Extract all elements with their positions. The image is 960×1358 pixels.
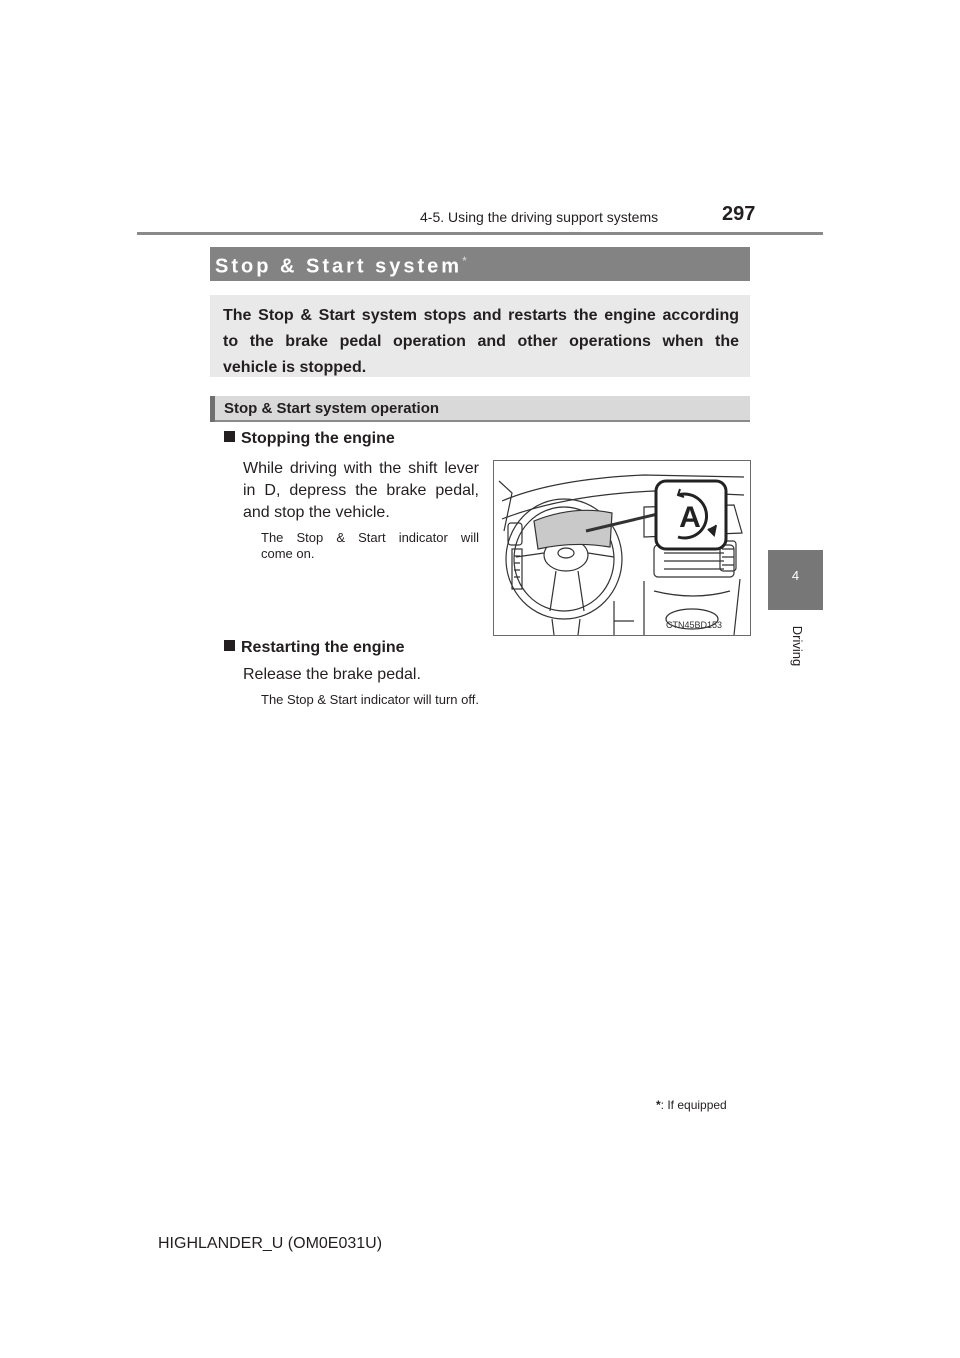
square-bullet-icon [224,431,235,442]
page-title [215,254,470,279]
restarting-note: The Stop & Start indicator will turn off. [261,692,479,707]
stopping-line: and stop the vehicle. [243,504,390,521]
restarting-instruction: Release the brake pedal. [243,666,421,683]
stopping-note-line: come on. [261,546,315,561]
chapter-number: 4 [791,568,800,583]
dashboard-drawing [494,461,750,635]
dashboard-illustration [493,460,751,636]
footnote [656,1098,727,1112]
intro-text [223,303,739,381]
restarting-heading [224,639,405,657]
footer-model-code: HIGHLANDER_U (OM0E031U) [158,1235,383,1252]
stopping-note-line: The Stop & Start indicator will [261,530,479,545]
intro-line: The Stop & Start system stops and restarts the engine according [223,307,739,324]
figure-code: CTN45BD153 [666,620,723,630]
footnote-text: : If equipped [660,1098,727,1112]
section-reference: 4-5. Using the driving support systems [420,209,659,225]
page-title-text: Stop & Start system [215,255,463,278]
stopping-line: in D, depress the brake pedal, [243,482,479,499]
header-rule [137,232,823,235]
footnote-asterisk: * [656,1098,661,1112]
chapter-label: Driving [790,625,805,667]
title-asterisk: * [462,254,470,268]
subheading-marker [210,396,215,422]
intro-line: vehicle is stopped. [223,359,367,376]
stopping-instructions [243,458,479,524]
stopping-heading [224,430,395,448]
stopping-heading-text: Stopping the engine [241,430,395,447]
indicator-letter: A [679,501,701,534]
restarting-heading-text: Restarting the engine [241,639,405,656]
square-bullet-icon [224,640,235,651]
intro-line: to the brake pedal operation and other operations when the [223,333,739,350]
subheading: Stop & Start system operation [224,400,440,417]
page-number: 297 [722,203,756,225]
stopping-line: While driving with the shift lever [243,460,479,477]
stopping-note [261,530,479,562]
